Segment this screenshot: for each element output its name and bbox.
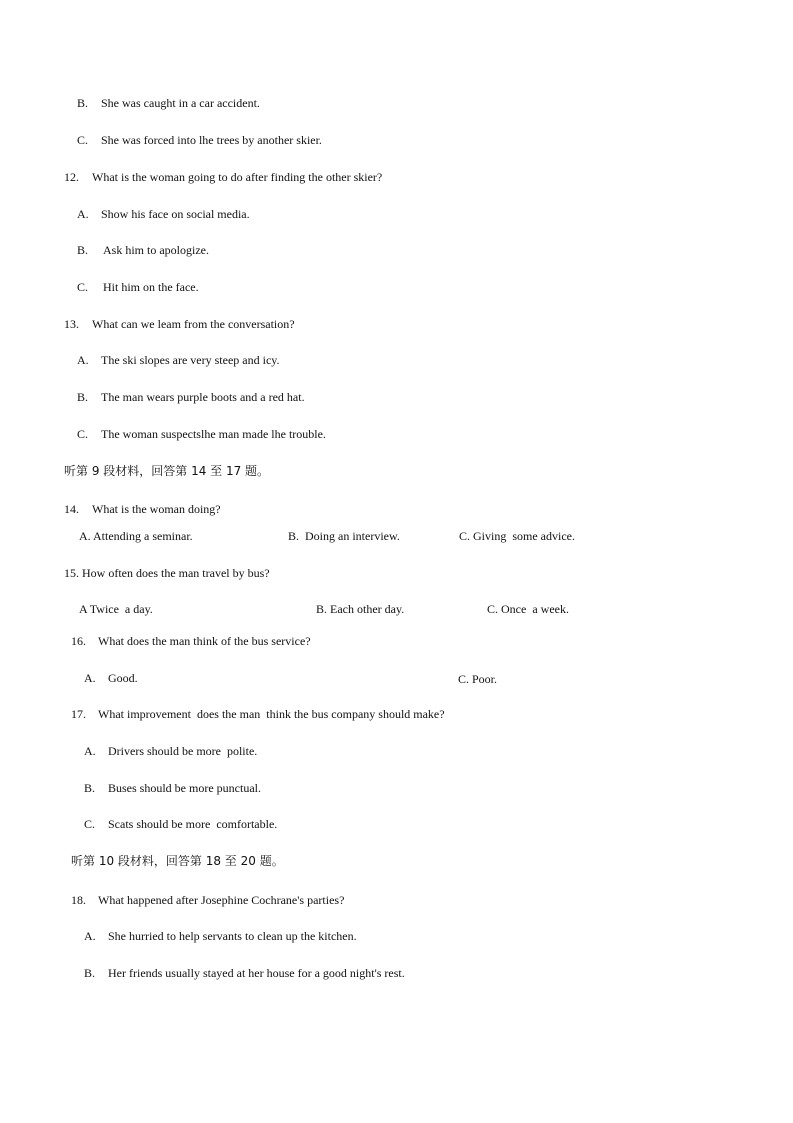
q12-option-a-text: Show his face on social media.	[101, 207, 250, 221]
q17-option-b-text: Buses should be more punctual.	[108, 781, 261, 795]
q11-option-c-text: She was forced into lhe trees by another skier.	[101, 133, 322, 147]
q12-option-a-letter: A.	[77, 207, 89, 221]
q15-option-b: B. Each other day.	[316, 602, 405, 616]
q12-option-b-letter: B.	[77, 243, 89, 257]
q18-number: 18.	[71, 893, 86, 907]
q11-option-b-letter: B.	[77, 96, 89, 110]
q17-option-b-letter: B.	[84, 781, 96, 795]
q16-number: 16.	[71, 634, 86, 648]
q18-option-b-text: Her friends usually stayed at her house for a good night's rest.	[108, 966, 405, 980]
q14-option-c: C. Giving some advice.	[459, 529, 575, 543]
q14-number: 14.	[64, 502, 79, 516]
q17-number: 17.	[71, 707, 86, 721]
q15-question: 15. How often does the man travel by bus?	[64, 566, 270, 580]
q13-option-b-letter: B.	[77, 390, 89, 404]
q14-option-b: B. Doing an interview.	[288, 529, 400, 543]
q13-option-c-text: The woman suspectslhe man made lhe trouble.	[101, 427, 326, 441]
q18-option-a-letter: A.	[84, 929, 96, 943]
q12-option-c-text: Hit him on the face.	[103, 280, 199, 294]
q17-option-a-letter: A.	[84, 744, 96, 758]
q16-question: What does the man think of the bus service?	[98, 634, 311, 648]
q17-option-c-letter: C.	[84, 817, 96, 831]
q17-question: What improvement does the man think the bus company should make?	[98, 707, 445, 721]
q18-option-a-text: She hurried to help servants to clean up the kitchen.	[108, 929, 357, 943]
q12-question: What is the woman going to do after finding the other skier?	[92, 170, 383, 184]
q14-option-a: A. Attending a seminar.	[79, 529, 193, 543]
q16-option-a-letter: A.	[84, 671, 96, 685]
q18-option-b-letter: B.	[84, 966, 96, 980]
q14-question: What is the woman doing?	[92, 502, 221, 516]
q11-option-b-text: She was caught in a car accident.	[101, 96, 260, 110]
q16-option-c: C. Poor.	[458, 672, 498, 686]
q13-option-a-text: The ski slopes are very steep and icy.	[101, 353, 280, 367]
q16-option-a-text: Good.	[108, 671, 138, 685]
q13-option-c-letter: C.	[77, 427, 89, 441]
q15-option-a: A Twice a day.	[79, 602, 153, 616]
section-9-heading: 听第 9 段材料，回答第 14 至 17 题。	[64, 464, 270, 478]
q13-option-b-text: The man wears purple boots and a red hat.	[101, 390, 305, 404]
q17-option-a-text: Drivers should be more polite.	[108, 744, 258, 758]
section-10-heading: 听第 10 段材料，回答第 18 至 20 题。	[71, 854, 284, 868]
q12-option-c-letter: C.	[77, 280, 89, 294]
q13-number: 13.	[64, 317, 79, 331]
q12-option-b-text: Ask him to apologize.	[103, 243, 209, 257]
q13-option-a-letter: A.	[77, 353, 89, 367]
q12-number: 12.	[64, 170, 79, 184]
q11-option-c-letter: C.	[77, 133, 89, 147]
q17-option-c-text: Scats should be more comfortable.	[108, 817, 278, 831]
q15-option-c: C. Once a week.	[487, 602, 569, 616]
q13-question: What can we leam from the conversation?	[92, 317, 295, 331]
q18-question: What happened after Josephine Cochrane's parties?	[98, 893, 345, 907]
